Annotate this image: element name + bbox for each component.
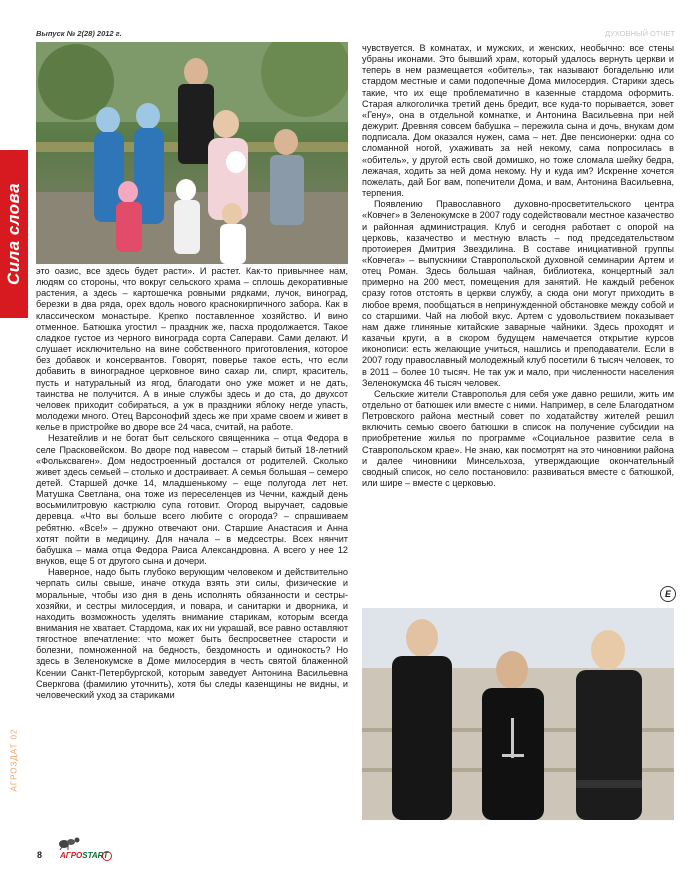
paragraph: Наверное, надо быть глубоко верующим человеком и действительно черпать силы свыше, иначе откуда взять эти силы, физические и моральные, чтобы изо дня в день исполнять обязанности и сестры-хозяйки, и сестры милосердия, и повара, и санитарки и дворника, и находить возможность уделять внимание старикам, которым всегда внимания не хватает. Стардома, как их ни украшай, все равно оставляют тягостное впечатление: что может быть беспросветнее старости и болезни, помноженной на бедность, бездомность и одинокость? Но здесь в Зеленокумске в Доме милосердия в честь святой блаженной Ксении Санкт-Петербургской, которым заведует Антонина Васильевна Сверкгова (фамилию уточнить), хотя бы следы казенщины не видны, и человеческий уход за стариками — [36, 567, 348, 700]
ant-logo-icon — [58, 834, 80, 850]
brand-suffix: START — [82, 851, 109, 860]
brand-logo — [60, 851, 108, 860]
family-photo-illustration — [36, 42, 348, 264]
page-number: 8 — [37, 850, 43, 860]
brand-badge-icon — [102, 851, 112, 861]
clergy-photo-illustration — [362, 608, 674, 820]
clergy-photo — [362, 608, 674, 820]
article-column-left — [36, 266, 348, 701]
header-right-text: ДУХОВНЫЙ ОТЧЕТ — [605, 29, 676, 38]
brand-prefix: АГРО — [60, 851, 83, 860]
paragraph: чувствуется. В комнатах, и мужских, и женских, необычно: все стены убраны иконами. Это бывший храм, который удалось вернуть церкви и теперь в нем размещается «обитель», так называют богадельню или стардом местные и сами подопечные Дома милосердия. Старики здесь такие, что их еще проблематично в казенные стардома оформить. Старая алкоголичка третий день бредит, все куда-то порывается, зовет «Гену», она в отдельной комнатке, и Антонина Васильевна при ней дежурит. Древняя совсем бабушка – пережила сына и дочь, внукам дом подписала. Дом оказался нужен, сама – нет. Две пенсионерки: одна со сломанной ногой, ухаживать за ней некому, сама попросилась в «обитель», у другой есть свой домишко, но тоже сломала шейку бедра, лежачая, ходить за ней дома некому. Ну и куда им? Искренне хочется пожелать, дай Бог вам, попечители Дома, и вам, Антонина Васильевна, терпения. — [362, 43, 674, 199]
section-title: Сила слова — [4, 182, 23, 286]
paragraph: это оазис, все здесь будет расти». И растет. Как-то привычнее нам, людям со стороны, что вокруг сельского храма – сплошь декоративные растения, а здесь – картошечка ровными рядками, лучок, виноград, березки в два ряда, орех вдоль нового краснокирпичного забора. Как в классическом монастыре. Крепко поставленное хозяйство. И вино отменное. Батюшка угостил – праздник же, пасха продолжается. Такое сладкое густое из черного винограда сорта Саперави. Сами делают. И слушает исключительно на вине собственного приготовления, которое без добавок и консервантов. Говорят, поверье такое есть, что если добавить в виноградное церковное вино сахар ли, спирт, краситель, пусть и натуральный из ягод, благодати оно уже может и не дать, таинства не получится. А в иные службы здесь и до ста, до двухсот человек приходит собираться, а уж в праздники яблоку негде упасть, молодежи много. Отец Варсонофий здесь же при храме своем и живет в келье в пристройке во дворе все 24 часа, считай, на работе. — [36, 266, 348, 433]
paragraph: Сельские жители Ставрополья для себя уже давно решили, жить им отдельно от батюшек или вместе с ними. Например, в селе Благодатном Петровского района местный совет по ходатайству жителей решил включить семью своего батюшки в список на получение субсидии на приобретение жилья по программе «Социальное развитие села в Ставропольском крае». Не знаю, как посмотрят на это чиновники района и далее чиновники Минсельхоза, утверждающие окончательный сводный список, но село постановило: развиваться вместе с батюшкой, или шире – вместе с церковью. — [362, 388, 674, 489]
article-column-right — [362, 43, 674, 489]
sidebar-faint-text: АГРОЗДАТ 02 — [9, 728, 19, 792]
paragraph: Появлению Православного духовно-просветительского центра «Ковчег» в Зеленокумске в 2007 году содействовали местное казачество и районная администрация. Клуб и сегодня работает с опорой на церковь, казачество и местную власть – под председательством протоиерея Дмитрия Звездилина. В составе инициативной группы «Ковчега» – выпускники Ставропольской духовной семинарии Артем и отец Роман. Здесь большая чайная, библиотека, концертный зал примерно на 200 мест, помещения для занятий. Не каждый ребенок сразу готов отстоять в церкви службу, а сюда они могут приходить в любое время, пообщаться в непринужденной обстановке между собой и со старшими. Чай на любой вкус. Артем с удовольствием показывает нам даже глиняные китайские заварные чайники. Здесь проходят и казачьи круги, а в скором будущем намечается открытие курсов иконописи: есть желающие учиться, нашлись и преподаватели. Если в 2007 году православный молодежный клуб посетили 6 тысяч человек, то в 2011 – более 10 тысяч. Не так уж и мало, при численности населения Зеленокумска 46 тысяч человек. — [362, 199, 674, 388]
article-end-mark: Е — [660, 586, 676, 602]
family-photo — [36, 42, 348, 264]
issue-label: Выпуск № 2(28) 2012 г. — [36, 29, 122, 38]
paragraph: Незатейлив и не богат быт сельского священника – отца Федора в селе Прасковейском. Во дворе под навесом – старый битый 18-летний «Фольксваген». Дом недостроенный достался от родителей. Сколько живет здесь семьей – столько и достраивает. А семья большая – семеро детей. Старшей дочке 14, младшенькому – еще полугода лет нет. Матушка Светлана, она тоже из переселенцев из Чечни, каждый день восьмилитровую кастрюлю супа готовит. Огород выручает, садовые деревца. «Что вы больше всего любите с огорода? – спрашиваем ребятню. «Все!» – дружно отвечают они. Старшие Анастасия и Анна хотят пойти в медицину. Для начала – в медсестры. Всех нянчит бабушка – мама отца Федора Раиса Александровна. А всего у нее 12 внуков, еще 5 от другого сына и дочери. — [36, 433, 348, 567]
